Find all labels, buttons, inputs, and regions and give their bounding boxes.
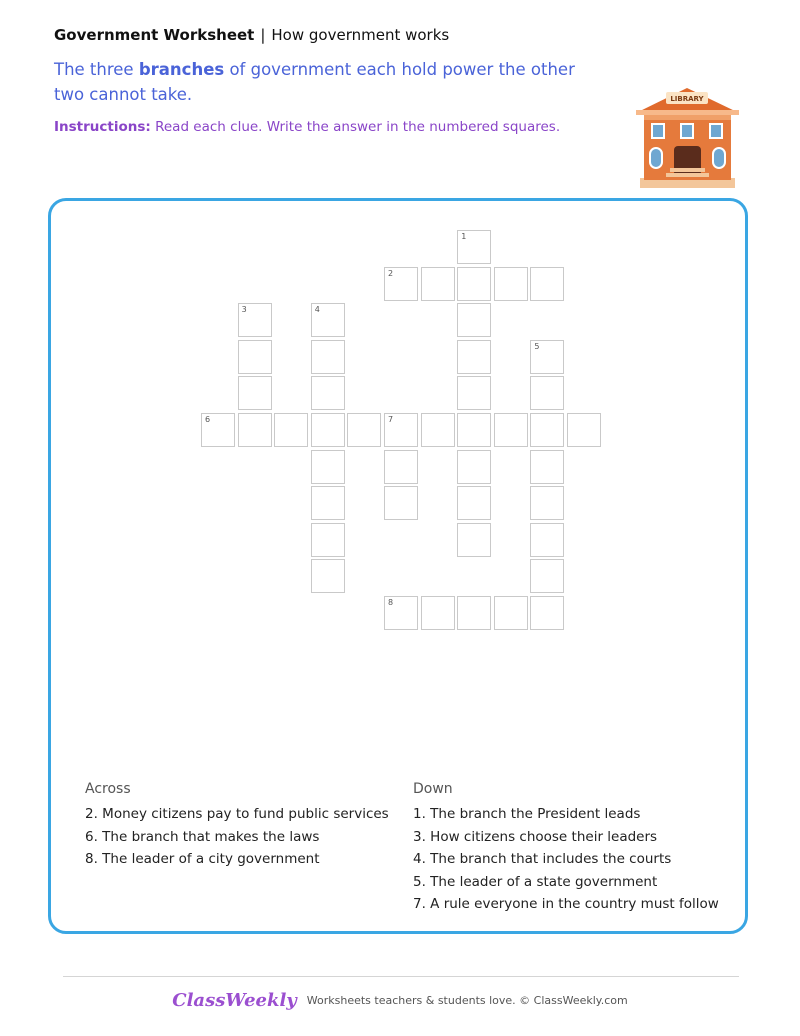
clue-number: 1 xyxy=(461,232,467,241)
crossword-cell[interactable] xyxy=(274,413,308,447)
clue-item: 7. A rule everyone in the country must follow xyxy=(413,896,719,912)
crossword-cell[interactable] xyxy=(530,340,564,374)
crossword-cell[interactable] xyxy=(457,486,491,520)
crossword-cell[interactable] xyxy=(311,376,345,410)
crossword-cell[interactable] xyxy=(384,413,418,447)
instructions xyxy=(54,119,560,135)
clue-number: 3 xyxy=(241,305,247,315)
crossword-cell[interactable] xyxy=(238,376,272,410)
subtitle xyxy=(54,57,594,107)
clue-item: 8. The leader of a city government xyxy=(85,851,320,867)
crossword-cell[interactable] xyxy=(238,413,272,447)
instructions-text: Read each clue. Write the answer in the numbered squares. xyxy=(150,119,561,135)
crossword-cell[interactable] xyxy=(530,486,564,520)
library-building-illustration xyxy=(630,82,745,192)
library-sign-text: LIBRARY xyxy=(670,95,704,103)
crossword-cell[interactable] xyxy=(311,303,345,337)
crossword-cell[interactable] xyxy=(567,413,601,447)
crossword-cell[interactable] xyxy=(311,523,345,557)
crossword-cell[interactable] xyxy=(530,559,564,593)
crossword-cell[interactable] xyxy=(530,596,564,630)
across-clues xyxy=(85,781,389,871)
subtitle-emphasis: branches xyxy=(138,60,225,79)
instructions-label: Instructions: xyxy=(54,119,151,135)
crossword-panel xyxy=(48,198,748,934)
crossword-cell[interactable] xyxy=(457,413,491,447)
header-separator: | xyxy=(260,26,266,44)
clue-item: 3. How citizens choose their leaders xyxy=(413,828,658,845)
crossword-cell[interactable] xyxy=(201,413,235,447)
crossword-cell[interactable] xyxy=(311,413,345,447)
crossword-cell[interactable] xyxy=(530,376,564,410)
crossword-cell[interactable] xyxy=(457,376,491,410)
brand-logo: ClassWeekly xyxy=(172,990,297,1011)
crossword-cell[interactable] xyxy=(494,267,528,301)
subtitle-text-start: The three xyxy=(54,60,139,79)
worksheet-header xyxy=(54,26,449,44)
worksheet-topic: How government works xyxy=(271,26,450,44)
clue-number: 8 xyxy=(388,598,394,607)
crossword-cell[interactable] xyxy=(530,267,564,301)
clue-number: 4 xyxy=(314,305,320,315)
footer-tagline: Worksheets teachers & students love. © ClassWeekly.com xyxy=(306,994,628,1007)
worksheet-title: Government Worksheet xyxy=(54,26,255,44)
crossword-cell[interactable] xyxy=(384,596,418,630)
down-clues xyxy=(413,781,719,916)
crossword-cell[interactable] xyxy=(384,486,418,520)
crossword-cell[interactable] xyxy=(530,523,564,557)
crossword-cell[interactable] xyxy=(238,303,272,337)
crossword-cell[interactable] xyxy=(347,413,381,447)
footer-divider xyxy=(63,976,739,977)
clue-item: 5. The leader of a state government xyxy=(413,873,658,890)
clue-number: 6 xyxy=(205,415,211,424)
crossword-cell[interactable] xyxy=(494,413,528,447)
clue-item: 2. Money citizens pay to fund public services xyxy=(85,806,389,822)
crossword-cell[interactable] xyxy=(457,230,491,264)
clue-item: 4. The branch that includes the courts xyxy=(413,851,672,867)
crossword-cell[interactable] xyxy=(238,340,272,374)
crossword-cell[interactable] xyxy=(457,340,491,374)
footer xyxy=(0,990,800,1011)
clue-item: 1. The branch the President leads xyxy=(413,806,641,822)
crossword-cell[interactable] xyxy=(457,523,491,557)
clue-number: 2 xyxy=(388,268,394,278)
crossword-cell[interactable] xyxy=(457,596,491,630)
across-heading: Across xyxy=(85,781,131,797)
crossword-cell[interactable] xyxy=(530,413,564,447)
crossword-cell[interactable] xyxy=(311,340,345,374)
clue-number: 5 xyxy=(534,341,540,351)
clue-number: 7 xyxy=(388,415,394,424)
crossword-cell[interactable] xyxy=(384,267,418,301)
crossword-cell[interactable] xyxy=(421,267,455,301)
crossword-cell[interactable] xyxy=(421,596,455,630)
crossword-cell[interactable] xyxy=(311,559,345,593)
crossword-cell[interactable] xyxy=(457,450,491,484)
subtitle-text-end: of government each hold power the other two cannot take. xyxy=(54,60,575,104)
crossword-cell[interactable] xyxy=(421,413,455,447)
down-heading: Down xyxy=(413,781,453,797)
crossword-cell[interactable] xyxy=(311,486,345,520)
crossword-cell[interactable] xyxy=(311,450,345,484)
crossword-cell[interactable] xyxy=(494,596,528,630)
crossword-cell[interactable] xyxy=(457,303,491,337)
crossword-cell[interactable] xyxy=(457,267,491,301)
crossword-cell[interactable] xyxy=(384,450,418,484)
crossword-cell[interactable] xyxy=(530,450,564,484)
clue-item: 6. The branch that makes the laws xyxy=(85,828,320,845)
